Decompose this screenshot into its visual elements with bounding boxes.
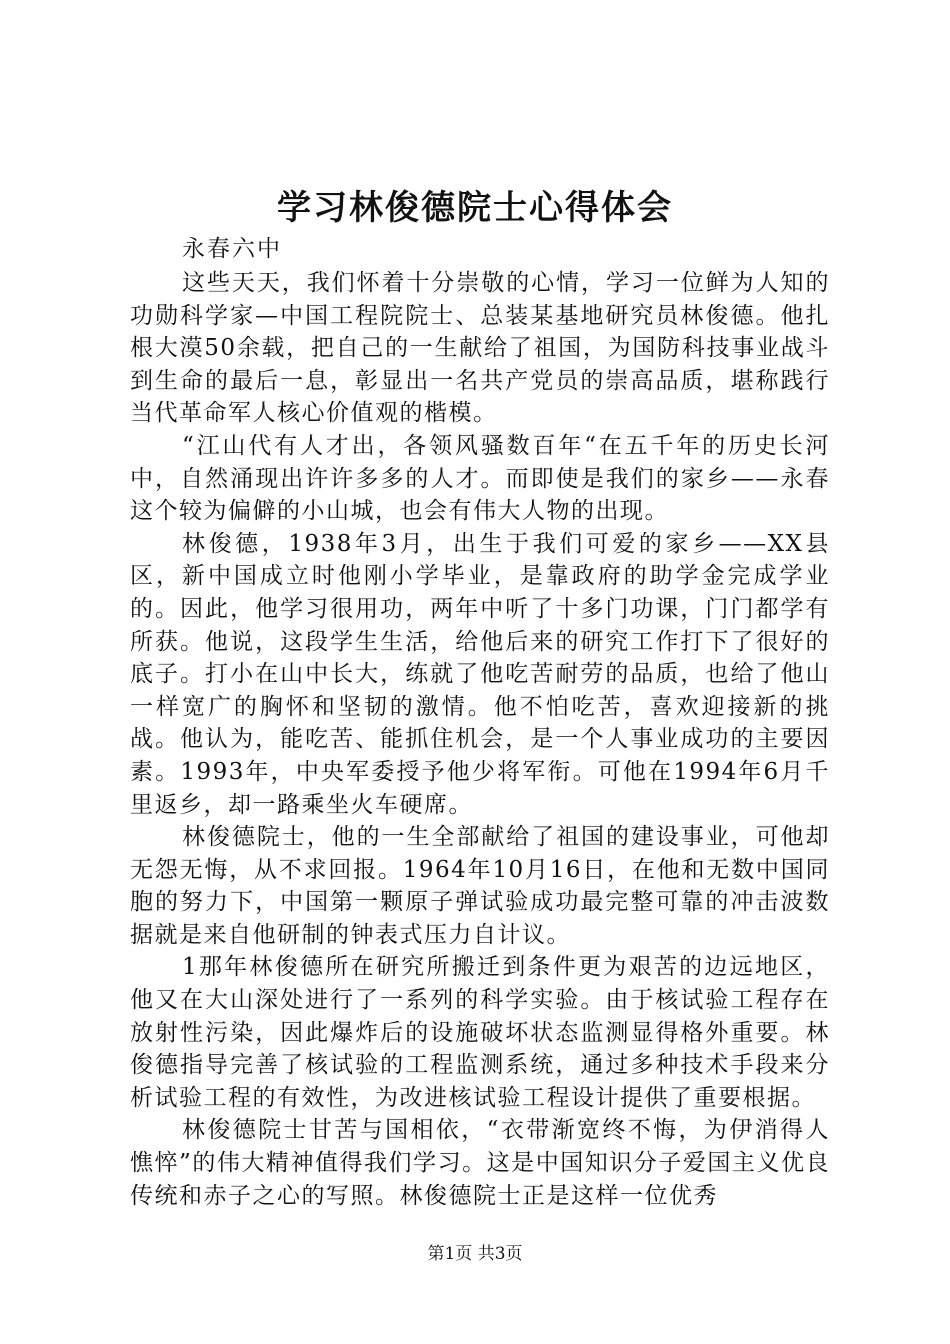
- author-line: 永春六中: [182, 236, 282, 262]
- paragraph-4: 林俊德院士，他的一生全部献给了祖国的建设事业，可他却无怨无悔，从不求回报。1964年10月16日，在他和无数中国同胞的努力下，中国第一颗原子弹试验成功最完整可靠的冲击波数据就是来自他研制的钟表式压力自计议。: [130, 824, 830, 948]
- document-title: 学习林俊德院士心得体会: [277, 188, 673, 228]
- document-body: [130, 232, 830, 1212]
- paragraph-1: 这些天天，我们怀着十分崇敬的心情，学习一位鲜为人知的功勋科学家—中国工程院院士、总装某基地研究员林俊德。他扎根大漠50余载，把自己的一生献给了祖国，为国防科技事业战斗到生命的最后一息，彰显出一名共产党员的崇高品质，堪称践行当代革命军人核心价值观的楷模。: [130, 270, 830, 427]
- paragraph-2: “江山代有人才出，各领风骚数百年“在五千年的历史长河中，自然涌现出许许多多的人才。而即使是我们的家乡——永春这个较为偏僻的小山城，也会有伟大人物的出现。: [130, 432, 830, 525]
- paragraph-5: 1那年林俊德所在研究所搬迁到条件更为艰苦的边远地区，他又在大山深处进行了一系列的科学实验。由于核试验工程存在放射性污染，因此爆炸后的设施破坏状态监测显得格外重要。林俊德指导完善了核试验的工程监测系统，通过多种技术手段来分析试验工程的有效性，为改进核试验工程设计提供了重要根据。: [130, 954, 830, 1111]
- paragraph-3: 林俊德，1938年3月，出生于我们可爱的家乡——XX县区，新中国成立时他刚小学毕业，是靠政府的助学金完成学业的。因此，他学习很用功，两年中听了十多门功课，门门都学有所获。他说，这段学生生活，给他后来的研究工作打下了很好的底子。打小在山中长大，练就了他吃苦耐劳的品质，也给了他山一样宽广的胸怀和坚韧的激情。他不怕吃苦，喜欢迎接新的挑战。他认为，能吃苦、能抓住机会，是一个人事业成功的主要因素。1993年，中央军委授予他少将军衔。可他在1994年6月千里返乡，却一路乘坐火车硬席。: [130, 530, 830, 818]
- paragraph-6: 林俊德院士甘苦与国相依，“衣带渐宽终不悔，为伊消得人憔悴”的伟大精神值得我们学习。这是中国知识分子爱国主义优良传统和赤子之心的写照。林俊德院士正是这样一位优秀: [130, 1117, 830, 1209]
- page-number-footer: 第1页 共3页: [427, 1244, 523, 1264]
